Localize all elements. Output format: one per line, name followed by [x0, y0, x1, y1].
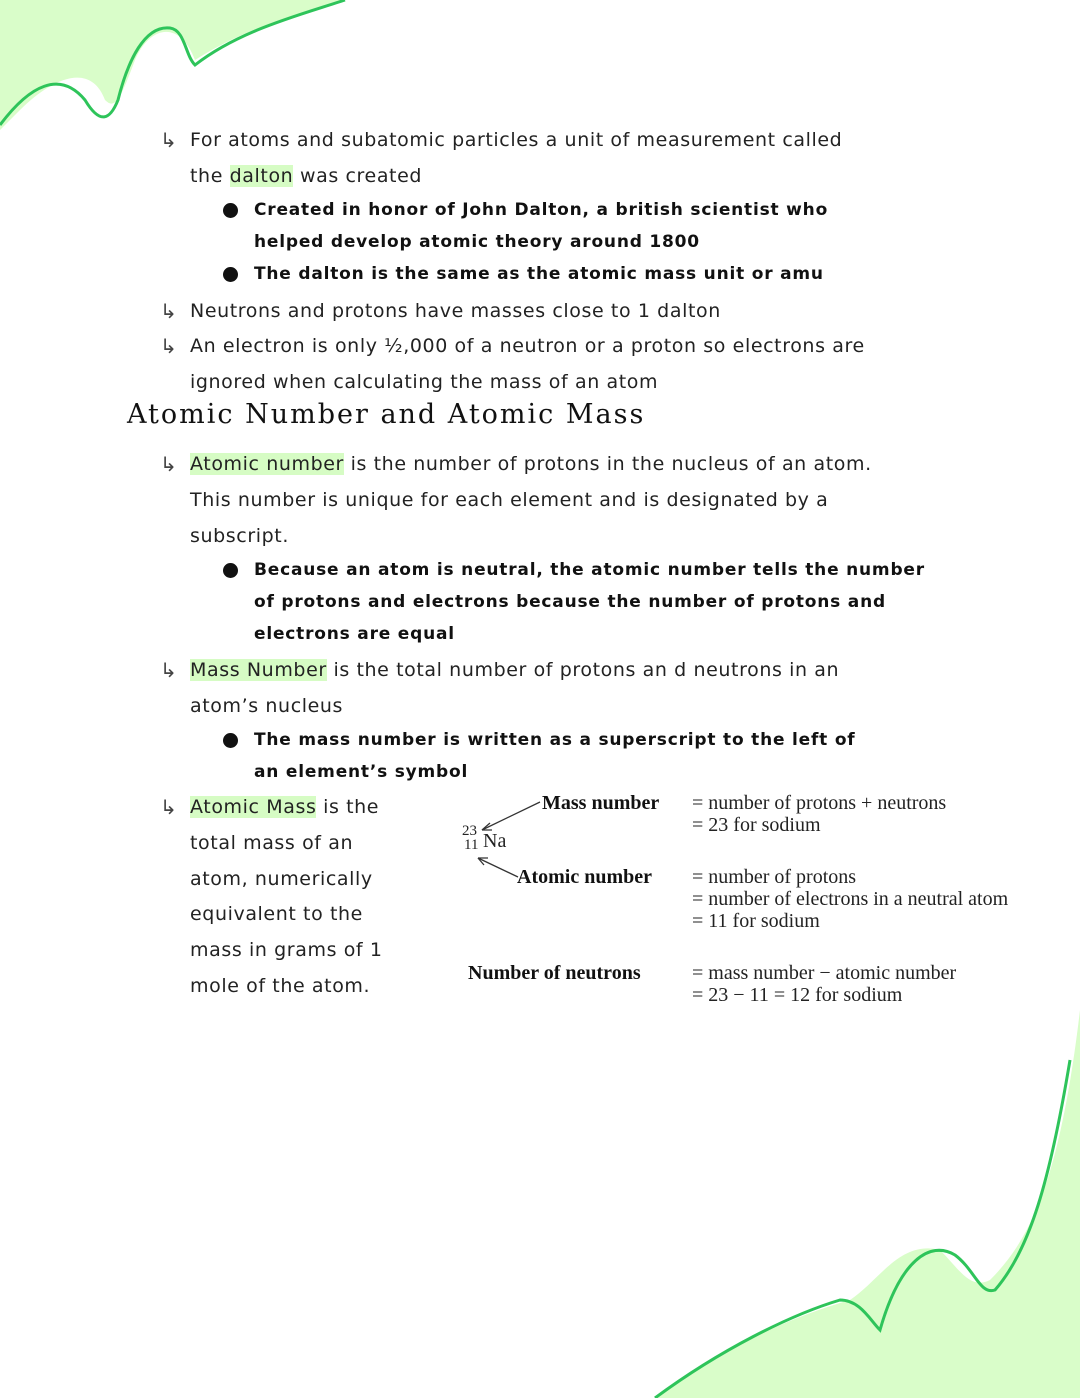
- atomic-number-line2: This number is unique for each element and is designated by a: [190, 489, 829, 511]
- bullet-neutral-line1: Because an atom is neutral, the atomic number tells the number: [254, 560, 925, 580]
- bullet-icon: [223, 267, 238, 282]
- bullet-neutral-line3: electrons are equal: [254, 624, 455, 644]
- section-heading: Atomic Number and Atomic Mass: [127, 399, 646, 430]
- mass-number-highlight: Mass Number: [190, 659, 327, 681]
- atomic-number-line3: subscript.: [190, 525, 289, 547]
- bullet-superscript-line1: The mass number is written as a superscript to the left of: [254, 730, 856, 750]
- electron-mass-line2: ignored when calculating the mass of an atom: [190, 371, 659, 393]
- bullet-dalton-amu: The dalton is the same as the atomic mass unit or amu: [254, 264, 824, 284]
- arrow-icon: ↳: [160, 452, 177, 476]
- element-symbol: Na: [483, 830, 507, 852]
- atomic-mass-highlight: Atomic Mass: [190, 796, 317, 818]
- atomic-number-subscript: 11: [464, 837, 479, 853]
- electron-mass-line1: An electron is only ½,000 of a neutron or a proton so electrons are: [190, 335, 865, 357]
- arrow-icon: ↳: [160, 795, 177, 819]
- dalton-highlight: dalton: [229, 165, 294, 187]
- bullet-icon: [223, 563, 238, 578]
- neutron-number-eq2: = 23 − 11 = 12 for sodium: [692, 984, 903, 1006]
- bullet-icon: [223, 203, 238, 218]
- atomic-mass-line2: total mass of an: [190, 832, 354, 854]
- arrow-icon: ↳: [160, 299, 177, 323]
- arrow-icon: ↳: [160, 334, 177, 358]
- atomic-number-eq3: = 11 for sodium: [692, 910, 820, 932]
- atomic-number-label: Atomic number: [517, 866, 652, 888]
- mass-number-line2: atom’s nucleus: [190, 695, 344, 717]
- atomic-mass-line3: atom, numerically: [190, 868, 373, 890]
- bullet-superscript-line2: an element’s symbol: [254, 762, 469, 782]
- dalton-intro-line2: the dalton was created: [190, 165, 423, 187]
- atomic-number-highlight: Atomic number: [190, 453, 344, 475]
- bullet-dalton-honor-line1: Created in honor of John Dalton, a british scientist who: [254, 200, 829, 220]
- arrow-icon: ↳: [160, 128, 177, 152]
- neutrons-protons-line: Neutrons and protons have masses close to 1 dalton: [190, 300, 721, 322]
- atomic-number-line1: Atomic number is the number of protons in the nucleus of an atom.: [190, 453, 872, 475]
- atomic-number-eq2: = number of electrons in a neutral atom: [692, 888, 1009, 910]
- atomic-mass-line1: Atomic Mass is the: [190, 796, 380, 818]
- mass-number-line1: Mass Number is the total number of protons an d neutrons in an: [190, 659, 840, 681]
- atomic-mass-line5: mass in grams of 1: [190, 939, 383, 961]
- neutron-number-label: Number of neutrons: [468, 962, 641, 984]
- neutron-number-eq1: = mass number − atomic number: [692, 962, 957, 984]
- mass-number-label: Mass number: [542, 792, 660, 814]
- atomic-number-eq1: = number of protons: [692, 866, 857, 888]
- bullet-neutral-line2: of protons and electrons because the number of protons and: [254, 592, 886, 612]
- mass-number-eq2: = 23 for sodium: [692, 814, 821, 836]
- atomic-mass-line6: mole of the atom.: [190, 975, 371, 997]
- dalton-intro-line1: For atoms and subatomic particles a unit of measurement called: [190, 129, 843, 151]
- arrow-icon: ↳: [160, 658, 177, 682]
- mass-number-eq1: = number of protons + neutrons: [692, 792, 947, 814]
- bullet-icon: [223, 733, 238, 748]
- bullet-dalton-honor-line2: helped develop atomic theory around 1800: [254, 232, 700, 252]
- atomic-mass-line4: equivalent to the: [190, 903, 363, 925]
- mass-number-superscript: 23: [462, 823, 477, 839]
